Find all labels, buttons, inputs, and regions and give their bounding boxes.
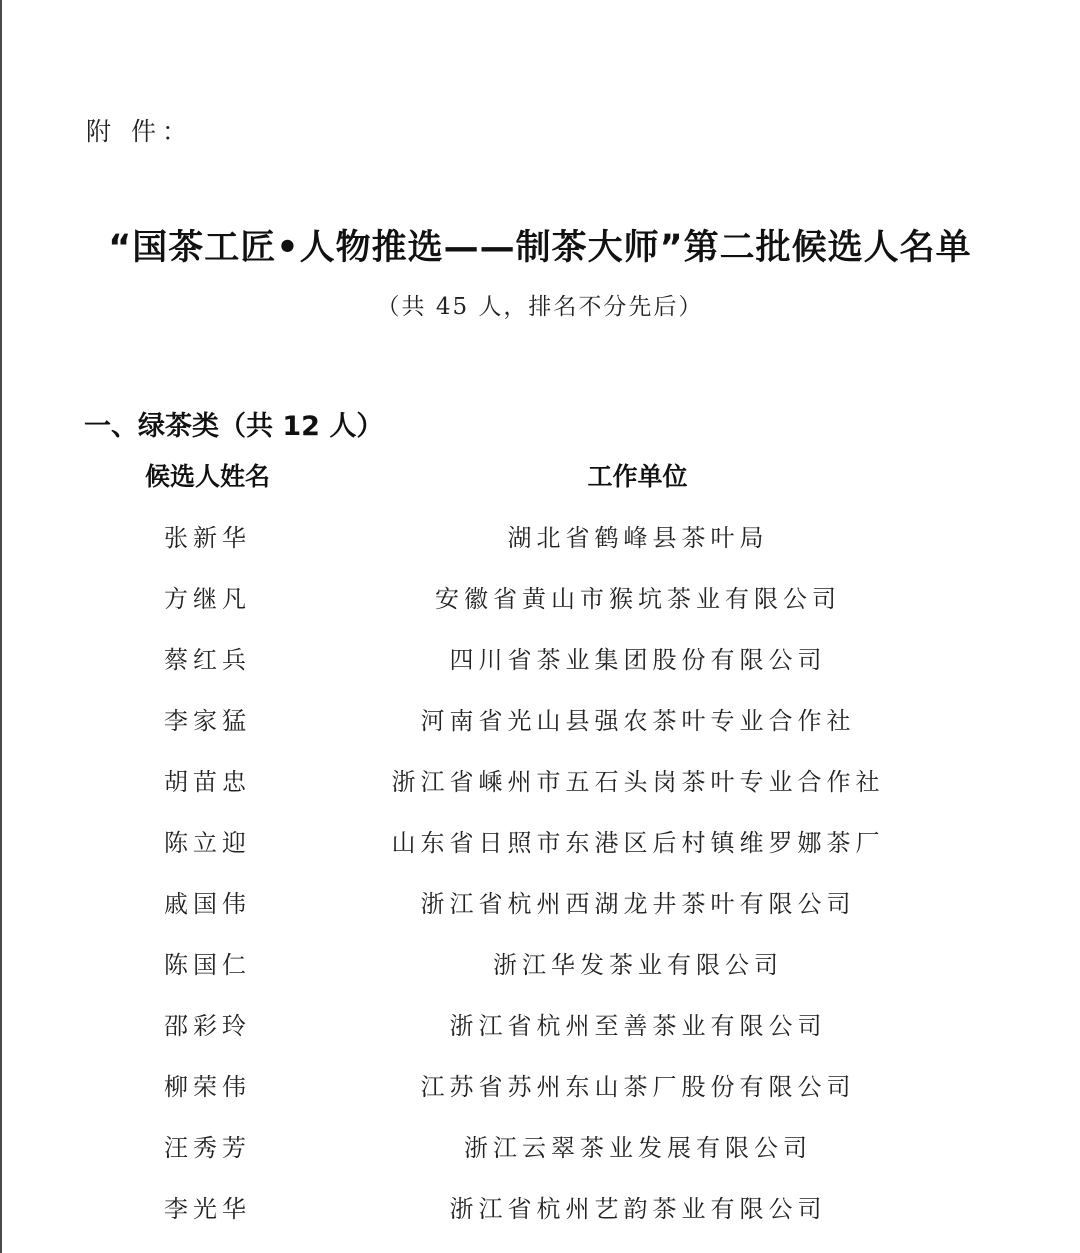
candidate-unit: 四川省茶业集团股份有限公司 (449, 646, 827, 674)
candidate-name: 李家猛 (164, 707, 251, 735)
candidate-list (0, 505, 1080, 1237)
candidate-name: 胡苗忠 (164, 768, 251, 796)
table-row (0, 566, 1080, 627)
table-row (0, 505, 1080, 566)
candidate-unit: 江苏省苏州东山茶厂股份有限公司 (420, 1073, 856, 1101)
candidate-name: 张新华 (164, 524, 251, 552)
candidate-name: 邵彩玲 (164, 1012, 251, 1040)
candidate-name: 李光华 (164, 1195, 251, 1223)
candidate-name: 柳荣伟 (164, 1073, 251, 1101)
candidate-name: 陈立迎 (164, 829, 251, 857)
candidate-unit: 河南省光山县强农茶叶专业合作社 (420, 707, 856, 735)
table-row (0, 993, 1080, 1054)
candidate-name: 蔡红兵 (164, 646, 251, 674)
candidate-name: 戚国伟 (164, 890, 251, 918)
column-header-unit: 工作单位 (587, 462, 688, 491)
attachment-label: 附 件： (86, 117, 193, 146)
table-row (0, 1176, 1080, 1237)
table-row (0, 1115, 1080, 1176)
table-row (0, 871, 1080, 932)
candidate-unit: 浙江云翠茶业发展有限公司 (464, 1134, 812, 1162)
table-row (0, 1054, 1080, 1115)
candidate-unit: 湖北省鹤峰县茶叶局 (507, 524, 769, 552)
table-row (0, 932, 1080, 993)
table-row (0, 627, 1080, 688)
candidate-unit: 山东省日照市东港区后村镇维罗娜茶厂 (391, 829, 885, 857)
document-title: “国茶工匠•人物推选——制茶大师”第二批候选人名单 (108, 228, 972, 268)
candidate-name: 方继凡 (164, 585, 251, 613)
candidate-name: 汪秀芳 (164, 1134, 251, 1162)
candidate-unit: 浙江省杭州至善茶业有限公司 (449, 1012, 827, 1040)
document-subtitle: （共 45 人，排名不分先后） (376, 294, 704, 320)
candidate-unit: 浙江省嵊州市五石头岗茶叶专业合作社 (391, 768, 885, 796)
candidate-unit: 安徽省黄山市猴坑茶业有限公司 (435, 585, 841, 613)
table-row (0, 810, 1080, 871)
section-heading-green-tea: 一、绿茶类（共 12 人） (84, 411, 384, 442)
candidate-unit: 浙江华发茶业有限公司 (493, 951, 783, 979)
table-row (0, 688, 1080, 749)
table-row (0, 749, 1080, 810)
candidate-unit: 浙江省杭州西湖龙井茶叶有限公司 (420, 890, 856, 918)
column-header-name: 候选人姓名 (144, 462, 270, 491)
candidate-unit: 浙江省杭州艺韵茶业有限公司 (449, 1195, 827, 1223)
candidate-name: 陈国仁 (164, 951, 251, 979)
